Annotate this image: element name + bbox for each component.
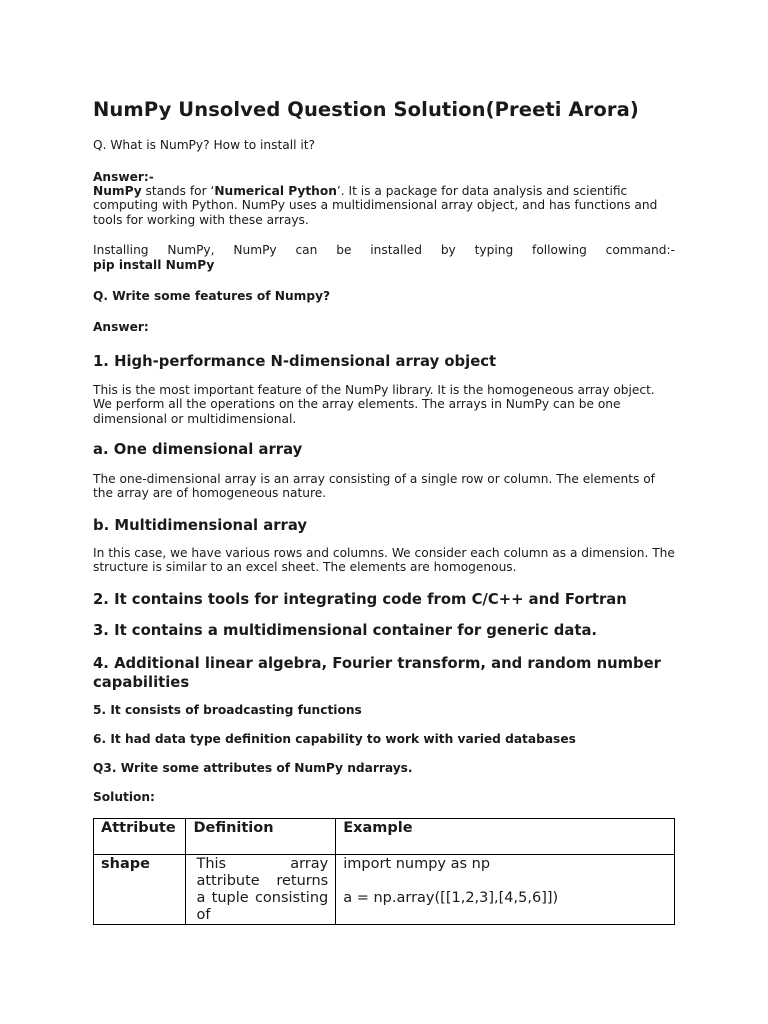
header-definition: Definition xyxy=(186,819,336,855)
cell-definition xyxy=(186,855,336,925)
feature-2-heading: 2. It contains tools for integrating code from C/C++ and Fortran xyxy=(93,591,627,608)
question-1: Q. What is NumPy? How to install it? xyxy=(93,138,316,152)
page-title: NumPy Unsolved Question Solution(Preeti Arora) xyxy=(93,98,639,121)
feature-1-text: This is the most important feature of the NumPy library. It is the homogeneous array object. We perform all the operations on the array elements. The arrays in NumPy can be one dimensional or multidimensional. xyxy=(93,383,655,426)
feature-b-text: In this case, we have various rows and columns. We consider each column as a dimension. The structure is similar to an excel sheet. The elements are homogenous. xyxy=(93,546,675,575)
feature-1-heading: 1. High-performance N-dimensional array object xyxy=(93,353,497,370)
feature-6-heading: 6. It had data type definition capability to work with varied databases xyxy=(93,732,576,746)
question-3: Q3. Write some attributes of NumPy ndarrays. xyxy=(93,761,413,775)
answer-label: Answer:- xyxy=(93,170,154,184)
cell-example xyxy=(336,855,675,925)
definition-text: This array attribute returns a tuple consisting of xyxy=(196,856,329,923)
answer-2-label: Answer: xyxy=(93,320,149,334)
header-example: Example xyxy=(336,819,675,855)
feature-4-heading: 4. Additional linear algebra, Fourier transform, and random number capabilities xyxy=(93,655,661,691)
cell-attribute: shape xyxy=(94,855,186,925)
feature-3-heading: 3. It contains a multidimensional container for generic data. xyxy=(93,622,598,639)
attributes-table xyxy=(93,818,675,925)
feature-a-text: The one-dimensional array is an array consisting of a single row or column. The elements of the array are of homogeneous nature. xyxy=(93,472,655,501)
install-text: Installing NumPy, NumPy can be installed by typing following command:- xyxy=(93,243,675,257)
feature-a-heading: a. One dimensional array xyxy=(93,441,303,458)
example-line-1: import numpy as np xyxy=(343,856,491,872)
feature-b-heading: b. Multidimensional array xyxy=(93,517,308,534)
feature-5-heading: 5. It consists of broadcasting functions xyxy=(93,703,362,717)
example-line-2: a = np.array([[1,2,3],[4,5,6]]) xyxy=(343,890,559,906)
table-header-row xyxy=(94,819,675,855)
numpy-term: NumPy xyxy=(93,184,142,198)
install-command: pip install NumPy xyxy=(93,258,215,272)
solution-label: Solution: xyxy=(93,790,155,804)
answer-1-text: NumPy stands for ‘Numerical Python’. It is a package for data analysis and scientific computing with Python. NumPy uses a multidimensional array object, and has functions and tools for working with these arrays. xyxy=(93,184,658,227)
header-attribute: Attribute xyxy=(94,819,186,855)
numerical-python-term: Numerical Python xyxy=(214,184,337,198)
table-row xyxy=(94,855,675,925)
question-2: Q. Write some features of Numpy? xyxy=(93,289,331,303)
